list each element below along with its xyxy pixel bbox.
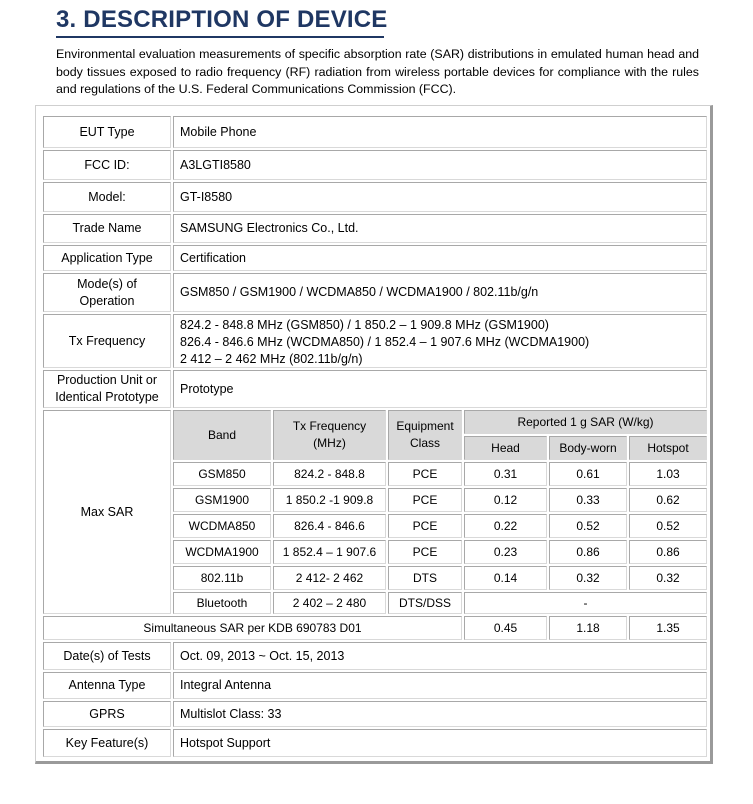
sar-header-equipment-line2: Class [409, 436, 440, 450]
sar-row-band: WCDMA1900 [173, 540, 271, 564]
sar-row-band-bluetooth: Bluetooth [173, 592, 271, 614]
sar-row-bluetooth-sar: - [464, 592, 707, 614]
application-type-value: Certification [173, 245, 707, 271]
simultaneous-sar-hotspot: 1.35 [629, 616, 707, 640]
sar-row-frequency: 1 850.2 -1 909.8 [273, 488, 386, 512]
sar-row-head: 0.12 [464, 488, 547, 512]
production-label-line2: Identical Prototype [55, 390, 159, 404]
sar-header-reported: Reported 1 g SAR (W/kg) [464, 410, 707, 434]
sar-row-band: GSM1900 [173, 488, 271, 512]
modes-label-line2: Operation [79, 293, 135, 308]
sar-row-frequency: 826.4 - 846.6 [273, 514, 386, 538]
sar-row-frequency: 2 412- 2 462 [273, 566, 386, 590]
sar-row-frequency: 824.2 - 848.8 [273, 462, 386, 486]
trade-name-value: SAMSUNG Electronics Co., Ltd. [173, 214, 707, 243]
model-label: Model: [43, 182, 171, 212]
dates-value: Oct. 09, 2013 ~ Oct. 15, 2013 [173, 642, 707, 670]
sar-row-head: 0.22 [464, 514, 547, 538]
sar-row-body-worn: 0.61 [549, 462, 627, 486]
production-label-line1: Production Unit or [56, 373, 158, 387]
gprs-value: Multislot Class: 33 [173, 701, 707, 727]
sar-row-body-worn: 0.32 [549, 566, 627, 590]
sar-row-head: 0.31 [464, 462, 547, 486]
tx-frequency-value [173, 314, 707, 368]
sar-row-body-worn: 0.33 [549, 488, 627, 512]
sar-header-body-worn: Body-worn [549, 436, 627, 460]
section-heading: 3. DESCRIPTION OF DEVICE [56, 6, 388, 33]
sar-row-body-worn: 0.86 [549, 540, 627, 564]
sar-row-class: PCE [388, 462, 462, 486]
sar-row-hotspot: 0.62 [629, 488, 707, 512]
sar-row-body-worn: 0.52 [549, 514, 627, 538]
heading-underline [56, 36, 384, 38]
sar-header-equipment-class [388, 410, 462, 460]
tx-frequency-label: Tx Frequency [43, 314, 171, 368]
eut-type-label: EUT Type [43, 116, 171, 148]
antenna-label: Antenna Type [43, 672, 171, 699]
sar-row-class: PCE [388, 514, 462, 538]
tx-frequency-line-3: 2 412 – 2 462 MHz (802.11b/g/n) [180, 352, 363, 366]
sar-header-hotspot: Hotspot [629, 436, 707, 460]
antenna-value: Integral Antenna [173, 672, 707, 699]
sar-row-hotspot: 1.03 [629, 462, 707, 486]
simultaneous-sar-body-worn: 1.18 [549, 616, 627, 640]
model-value: GT-I8580 [173, 182, 707, 212]
dates-label: Date(s) of Tests [43, 642, 171, 670]
key-features-value: Hotspot Support [173, 729, 707, 757]
sar-header-tx-frequency-line2: (MHz) [313, 436, 346, 450]
sar-row-class: PCE [388, 540, 462, 564]
sar-row-head: 0.14 [464, 566, 547, 590]
sar-row-hotspot: 0.32 [629, 566, 707, 590]
sar-row-hotspot: 0.86 [629, 540, 707, 564]
sar-row-band: GSM850 [173, 462, 271, 486]
modes-value: GSM850 / GSM1900 / WCDMA850 / WCDMA1900 / 802.11b/g/n [173, 273, 707, 312]
application-type-label: Application Type [43, 245, 171, 271]
sar-row-class: PCE [388, 488, 462, 512]
sar-row-band: WCDMA850 [173, 514, 271, 538]
sar-header-tx-frequency [273, 410, 386, 460]
production-value: Prototype [173, 370, 707, 408]
intro-paragraph: Environmental evaluation measurements of specific absorption rate (SAR) distributions in emulated human head and body tissues exposed to radio frequency (RF) radiation from wireless portable devices for compliance with the rules and regulations of the U.S. Federal Communications Commission (FCC). [56, 47, 699, 96]
modes-label-line1: Mode(s) of [77, 276, 137, 291]
fcc-id-label: FCC ID: [43, 150, 171, 180]
sar-header-tx-frequency-line1: Tx Frequency [292, 419, 367, 433]
production-label [43, 370, 171, 408]
simultaneous-sar-label: Simultaneous SAR per KDB 690783 D01 [43, 616, 462, 640]
trade-name-label: Trade Name [43, 214, 171, 243]
sar-row-band: 802.11b [173, 566, 271, 590]
sar-row-class-bluetooth: DTS/DSS [388, 592, 462, 614]
tx-frequency-line-2: 826.4 - 846.6 MHz (WCDMA850) / 1 852.4 – 1 907.6 MHz (WCDMA1900) [180, 335, 590, 349]
sar-row-frequency: 1 852.4 – 1 907.6 [273, 540, 386, 564]
modes-label [43, 273, 171, 312]
fcc-id-value: A3LGTI8580 [173, 150, 707, 180]
sar-row-frequency-bluetooth: 2 402 – 2 480 [273, 592, 386, 614]
sar-header-equipment-line1: Equipment [396, 419, 454, 433]
max-sar-label: Max SAR [43, 410, 171, 614]
sar-header-head: Head [464, 436, 547, 460]
gprs-label: GPRS [43, 701, 171, 727]
sar-header-band: Band [173, 410, 271, 460]
key-features-label: Key Feature(s) [43, 729, 171, 757]
tx-frequency-line-1: 824.2 - 848.8 MHz (GSM850) / 1 850.2 – 1 909.8 MHz (GSM1900) [180, 318, 549, 332]
sar-row-hotspot: 0.52 [629, 514, 707, 538]
simultaneous-sar-head: 0.45 [464, 616, 547, 640]
eut-type-value: Mobile Phone [173, 116, 707, 148]
sar-row-class: DTS [388, 566, 462, 590]
sar-row-head: 0.23 [464, 540, 547, 564]
